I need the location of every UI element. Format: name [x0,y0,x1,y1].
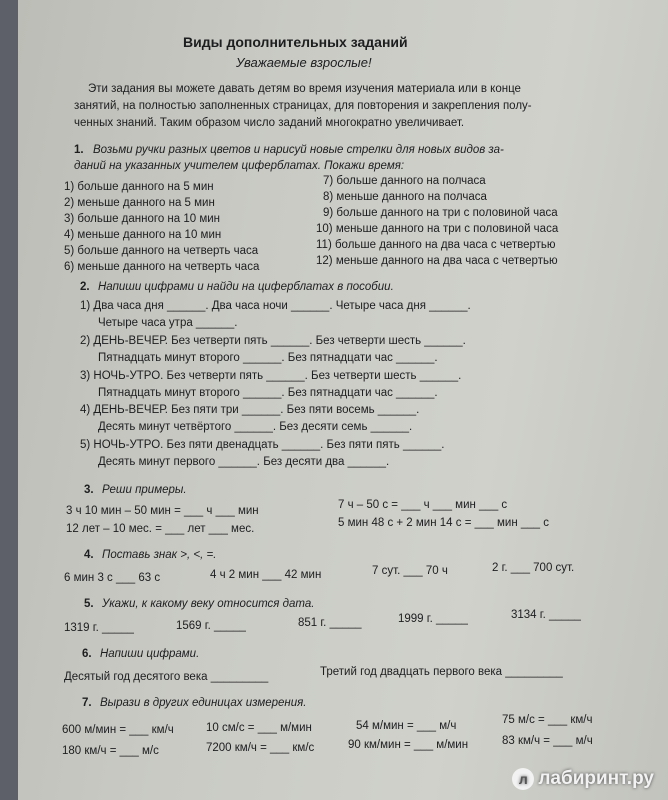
exercise-line: Десять минут четвёртого ______. Без десяти семь ______. [98,421,413,433]
exercise-line: 2) ДЕНЬ-ВЕЧЕР. Без четверти пять ______. Без четверти шесть ______. [80,335,466,347]
phrase-item: Десятый год десятого века _________ [64,671,269,683]
exercise-line: Пятнадцать минут второго ______. Без пятнадцати час ______. [98,352,438,364]
task-text: Поставь знак >, <, =. [102,549,217,561]
task-number: 5. [84,598,94,610]
task-number: 3. [84,484,94,496]
date-item: 3134 г. _____ [511,609,581,621]
worksheet-page [18,0,668,800]
task-text: Укажи, к какому веку относится дата. [102,598,315,610]
phrase-item: Третий год двадцать первого века _________ [320,666,563,678]
page-title: Виды дополнительных заданий [183,34,408,50]
exercise-line: Десять минут первого ______. Без десяти два ______. [98,456,390,468]
exercise-line: 3) НОЧЬ-УТРО. Без четверти пять ______. Без четверти шесть ______. [80,370,462,382]
date-item: 851 г. _____ [298,617,362,629]
comparison: 2 г. ___ 700 сут. [492,562,575,574]
list-item: 10) меньше данного на три с половиной часа [316,223,559,235]
exercise-line: Четыре часа утра ______. [98,317,238,329]
date-item: 1569 г. _____ [176,620,246,632]
equation: 5 мин 48 с + 2 мин 14 с = ___ мин ___ с [338,517,550,529]
list-item: 6) меньше данного на четверть часа [64,261,260,273]
conversion: 83 км/ч = ___ м/ч [502,735,593,747]
date-item: 1999 г. _____ [398,613,468,625]
list-item: 7) больше данного на полчаса [323,175,486,187]
conversion: 54 м/мин = ___ м/ч [356,720,457,732]
conversion: 600 м/мин = ___ км/ч [62,724,174,736]
task-text: Напиши цифрами. [100,648,200,660]
list-item: 8) меньше данного на полчаса [323,191,487,203]
exercise-line: 5) НОЧЬ-УТРО. Без пяти двенадцать ______. Без пяти пять ______. [80,439,445,451]
date-item: 1319 г. _____ [64,622,134,634]
watermark-text: лабиринт.ру [538,768,654,789]
conversion: 180 км/ч = ___ м/с [62,745,159,757]
conversion: 10 см/с = ___ м/мин [206,722,312,734]
task-text: Напиши цифрами и найди на циферблатах в пособии. [98,281,394,293]
list-item: 9) больше данного на три с половиной часа [323,207,558,219]
list-item: 3) больше данного на 10 мин [64,213,221,225]
task-text: Реши примеры. [102,484,187,496]
list-item: 11) больше данного на два часа с четвертью [316,239,556,251]
conversion: 75 м/с = ___ км/ч [502,714,593,726]
comparison: 6 мин 3 с ___ 63 с [64,572,161,584]
exercise-line: 1) Два часа дня ______. Два часа ночи ______. Четыре часа дня ______. [80,300,471,312]
equation: 7 ч – 50 с = ___ ч ___ мин ___ с [338,499,508,511]
comparison: 4 ч 2 мин ___ 42 мин [210,569,322,581]
task-text: Вырази в других единицах измерения. [100,697,307,709]
task-number: 2. [80,281,90,293]
list-item: 12) меньше данного на два часа с четвертью [316,255,558,267]
list-item: 4) меньше данного на 10 мин [64,229,222,241]
labyrinth-logo-icon: л [512,768,534,790]
list-item: 5) больше данного на четверть часа [64,245,259,257]
watermark [512,768,654,790]
intro-line: Эти задания вы можете давать детям во время изучения материала или в конце [88,83,521,95]
intro-line: занятий, на полностью заполненных страницах, для повторения и закрепления полу- [74,100,532,112]
comparison: 7 сут. ___ 70 ч [372,565,448,577]
conversion: 90 км/мин = ___ м/мин [348,739,469,751]
page-subtitle: Уважаемые взрослые! [236,55,372,70]
intro-line: ченных знаний. Таким образом число заданий многократно увеличивает. [74,117,465,129]
equation: 12 лет – 10 мес. = ___ лет ___ мес. [66,523,255,535]
task-text: даний на указанных учителем циферблатах. Покажи время: [74,160,405,172]
task-number: 1. [74,144,84,156]
task-number: 4. [84,549,94,561]
task-number: 7. [82,697,92,709]
list-item: 1) больше данного на 5 мин [64,181,214,193]
list-item: 2) меньше данного на 5 мин [64,197,215,209]
task-number: 6. [82,648,92,660]
exercise-line: Пятнадцать минут второго ______. Без пятнадцати час ______. [98,387,438,399]
exercise-line: 4) ДЕНЬ-ВЕЧЕР. Без пяти три ______. Без пяти восемь ______. [80,404,420,416]
task-text: Возьми ручки разных цветов и нарисуй новые стрелки для новых видов за- [93,144,504,156]
conversion: 7200 км/ч = ___ км/с [206,742,315,754]
equation: 3 ч 10 мин – 50 мин = ___ ч ___ мин [66,505,259,517]
